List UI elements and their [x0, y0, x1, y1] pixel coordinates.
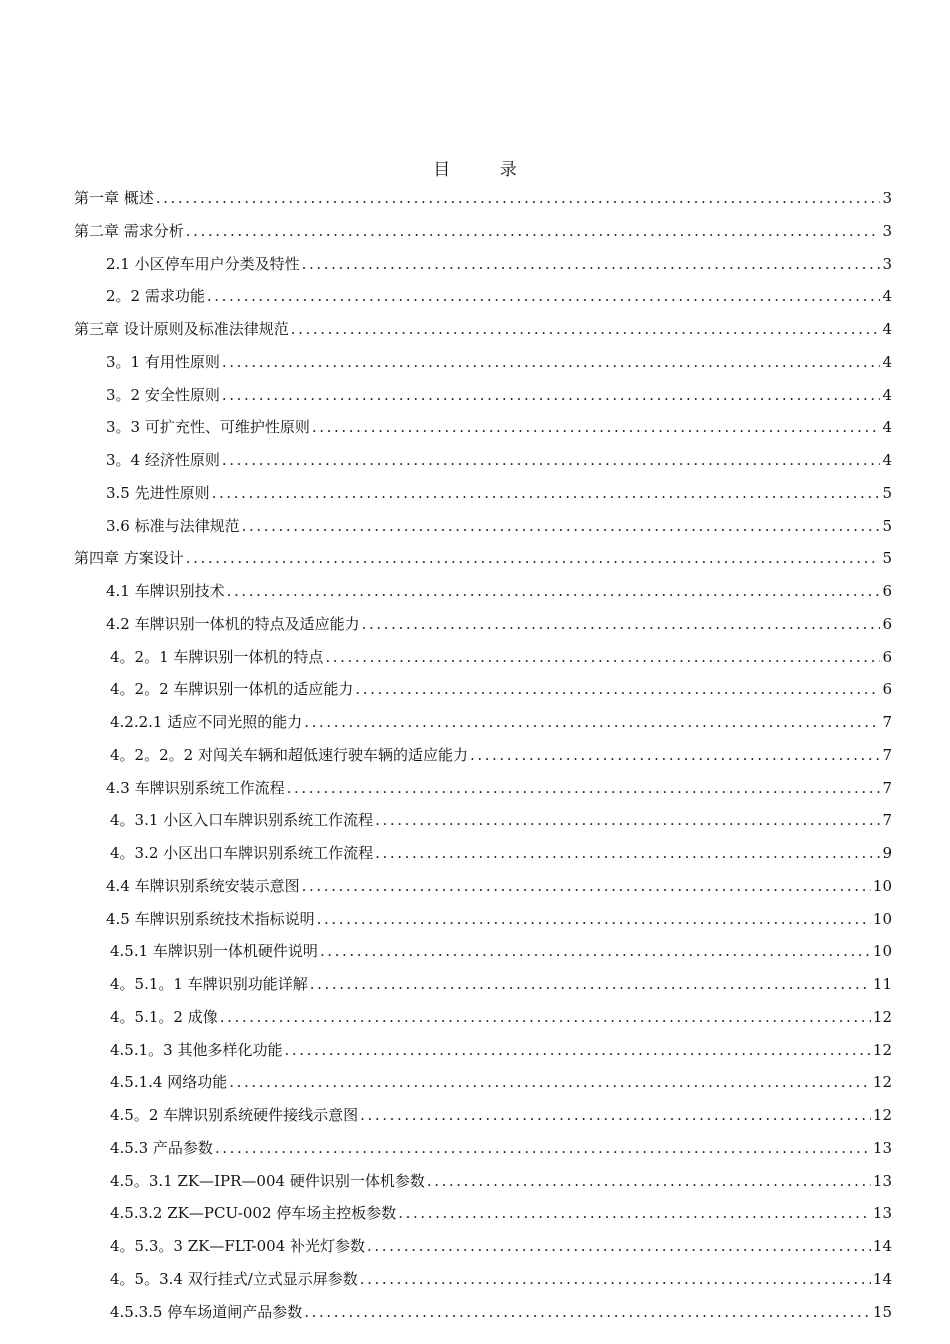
toc-entry-page-number: 7 — [882, 713, 892, 731]
toc-entry-label: 4。3.2 小区出口车牌识别系统工作流程 — [110, 844, 374, 862]
toc-entry[interactable] — [74, 379, 892, 412]
toc-leader-dots — [156, 182, 880, 215]
toc-leader-dots — [207, 280, 880, 313]
toc-leader-dots — [360, 1263, 871, 1296]
toc-entry[interactable] — [74, 411, 892, 444]
toc-entry[interactable] — [74, 903, 892, 936]
toc-entry-label: 4。5。3.4 双行挂式/立式显示屏参数 — [110, 1269, 358, 1288]
toc-entry[interactable] — [74, 346, 892, 379]
toc-entry[interactable] — [74, 739, 892, 772]
toc-leader-dots — [222, 379, 880, 412]
toc-entry-page-number: 13 — [872, 1138, 892, 1157]
toc-leader-dots — [242, 510, 880, 543]
toc-entry[interactable] — [74, 1296, 892, 1329]
toc-leader-dots — [375, 804, 880, 837]
toc-entry-label: 4。3.1 小区入口车牌识别系统工作流程 — [110, 811, 374, 830]
toc-entry-page-number: 11 — [872, 975, 892, 993]
toc-leader-dots — [312, 411, 880, 444]
toc-entry-page-number: 3 — [882, 254, 892, 273]
toc-entry[interactable] — [74, 1165, 892, 1198]
toc-entry[interactable] — [74, 313, 892, 346]
toc-entry-page-number: 3 — [882, 189, 892, 207]
toc-entry-page-number: 5 — [882, 549, 892, 568]
toc-entry-label: 4.5.1。3 其他多样化功能 — [110, 1040, 283, 1059]
toc-leader-dots — [220, 1001, 871, 1034]
toc-entry[interactable] — [74, 772, 892, 805]
toc-leader-dots — [310, 968, 871, 1001]
toc-title: 目 录 — [433, 160, 539, 180]
toc-entry[interactable] — [74, 968, 892, 1001]
toc-entry-label: 第二章 需求分析 — [74, 221, 184, 240]
toc-leader-dots — [320, 935, 871, 968]
toc-entry[interactable] — [74, 477, 892, 510]
toc-leader-dots — [302, 870, 871, 903]
toc-entry-label: 4。5.3。3 ZK—FLT-004 补光灯参数 — [110, 1237, 366, 1255]
toc-entry-label: 3.5 先进性原则 — [106, 483, 210, 502]
toc-leader-dots — [317, 903, 871, 936]
toc-entry-label: 4.2 车牌识别一体机的特点及适应能力 — [106, 614, 360, 633]
toc-entry-page-number: 10 — [872, 942, 892, 961]
toc-entry-label: 4。5.1。2 成像 — [110, 1007, 218, 1026]
toc-leader-dots — [284, 1034, 870, 1067]
toc-leader-dots — [229, 1066, 871, 1099]
toc-entry[interactable] — [74, 1132, 892, 1165]
toc-leader-dots — [222, 444, 880, 477]
toc-entry[interactable] — [74, 1263, 892, 1296]
toc-leader-dots — [362, 608, 880, 641]
toc-leader-dots — [186, 542, 880, 575]
toc-list — [74, 182, 892, 1328]
toc-entry[interactable] — [74, 280, 892, 313]
toc-leader-dots — [398, 1197, 871, 1230]
toc-entry[interactable] — [74, 1197, 892, 1230]
toc-entry-page-number: 3 — [882, 221, 892, 240]
toc-entry-page-number: 4 — [882, 352, 892, 371]
toc-entry-label: 4.5.1.4 网络功能 — [110, 1073, 228, 1092]
toc-entry-label: 4.5.3.5 停车场道闸产品参数 — [110, 1302, 303, 1321]
toc-entry-label: 4.2.2.1 适应不同光照的能力 — [110, 713, 303, 731]
toc-entry-label: 3。2 安全性原则 — [106, 385, 220, 404]
toc-entry[interactable] — [74, 510, 892, 543]
toc-entry-page-number: 13 — [872, 1171, 892, 1190]
toc-entry-page-number: 14 — [872, 1269, 892, 1288]
toc-entry-page-number: 12 — [872, 1106, 892, 1124]
toc-leader-dots — [186, 215, 880, 248]
toc-entry-page-number: 7 — [882, 811, 892, 830]
toc-entry-label: 4.5.1 车牌识别一体机硬件说明 — [110, 942, 318, 961]
toc-entry[interactable] — [74, 641, 892, 674]
toc-entry[interactable] — [74, 870, 892, 903]
toc-entry-page-number: 7 — [882, 778, 892, 797]
toc-entry-page-number: 12 — [872, 1007, 892, 1026]
toc-entry-page-number: 10 — [872, 876, 892, 895]
toc-leader-dots — [355, 673, 880, 706]
toc-entry[interactable] — [74, 182, 892, 215]
toc-entry[interactable] — [74, 1001, 892, 1034]
toc-entry-page-number: 4 — [882, 320, 892, 338]
toc-entry-page-number: 6 — [882, 614, 892, 633]
toc-entry-label: 4。2。2 车牌识别一体机的适应能力 — [110, 680, 354, 699]
toc-entry-label: 4.1 车牌识别技术 — [106, 582, 225, 600]
toc-entry-page-number: 12 — [872, 1040, 892, 1059]
toc-leader-dots — [227, 575, 880, 608]
toc-entry-label: 2。2 需求功能 — [106, 287, 205, 306]
toc-leader-dots — [222, 346, 880, 379]
toc-entry[interactable] — [74, 1230, 892, 1263]
toc-entry-page-number: 6 — [882, 582, 892, 600]
toc-entry[interactable] — [74, 248, 892, 281]
toc-leader-dots — [291, 313, 880, 346]
toc-entry-label: 3.6 标准与法律规范 — [106, 516, 240, 535]
toc-entry-page-number: 12 — [872, 1073, 892, 1092]
toc-entry-label: 4.5 车牌识别系统技术指标说明 — [106, 909, 315, 928]
toc-entry[interactable] — [74, 542, 892, 575]
toc-leader-dots — [427, 1165, 871, 1198]
toc-entry-label: 4.5。2 车牌识别系统硬件接线示意图 — [110, 1106, 359, 1124]
toc-entry-page-number: 4 — [882, 287, 892, 306]
toc-entry-page-number: 13 — [872, 1204, 892, 1223]
toc-entry[interactable] — [74, 804, 892, 837]
toc-entry-label: 4.3 车牌识别系统工作流程 — [106, 778, 285, 797]
toc-entry[interactable] — [74, 608, 892, 641]
toc-entry-page-number: 9 — [882, 844, 892, 862]
toc-entry-page-number: 10 — [872, 909, 892, 928]
toc-entry-label: 第一章 概述 — [74, 189, 154, 207]
toc-entry[interactable] — [74, 1066, 892, 1099]
toc-entry-label: 4.5。3.1 ZK—IPR—004 硬件识别一体机参数 — [110, 1171, 425, 1190]
toc-leader-dots — [375, 837, 880, 870]
toc-entry[interactable] — [74, 837, 892, 870]
toc-entry[interactable] — [74, 215, 892, 248]
toc-leader-dots — [304, 1296, 871, 1329]
toc-entry-page-number: 14 — [872, 1237, 892, 1255]
toc-leader-dots — [367, 1230, 871, 1263]
toc-entry-label: 2.1 小区停车用户分类及特性 — [106, 254, 300, 273]
toc-entry-label: 4。2。1 车牌识别一体机的特点 — [110, 647, 324, 666]
toc-entry-label: 第三章 设计原则及标准法律规范 — [74, 320, 289, 338]
toc-entry[interactable] — [74, 673, 892, 706]
toc-entry-page-number: 5 — [882, 516, 892, 535]
toc-leader-dots — [360, 1099, 871, 1132]
toc-entry-page-number: 5 — [882, 483, 892, 502]
toc-entry-page-number: 6 — [882, 647, 892, 666]
toc-entry-label: 3。3 可扩充性、可维护性原则 — [106, 418, 310, 437]
toc-entry-label: 第四章 方案设计 — [74, 549, 184, 568]
toc-entry-label: 4。5.1。1 车牌识别功能详解 — [110, 975, 308, 993]
toc-entry[interactable] — [74, 575, 892, 608]
toc-entry[interactable] — [74, 935, 892, 968]
toc-leader-dots — [470, 739, 880, 772]
toc-entry[interactable] — [74, 1034, 892, 1067]
toc-leader-dots — [212, 477, 880, 510]
toc-leader-dots — [215, 1132, 871, 1165]
toc-entry-page-number: 15 — [872, 1302, 892, 1321]
toc-leader-dots — [325, 641, 880, 674]
toc-entry-label: 3。1 有用性原则 — [106, 352, 220, 371]
toc-entry-page-number: 4 — [882, 451, 892, 469]
toc-entry-label: 4.5.3.2 ZK—PCU-002 停车场主控板参数 — [110, 1204, 397, 1223]
toc-entry-page-number: 4 — [882, 418, 892, 437]
toc-entry-label: 4.4 车牌识别系统安装示意图 — [106, 876, 300, 895]
toc-entry-page-number: 7 — [882, 745, 892, 764]
toc-leader-dots — [287, 772, 880, 805]
toc-entry[interactable] — [74, 444, 892, 477]
toc-entry-page-number: 6 — [882, 680, 892, 699]
toc-entry[interactable] — [74, 1099, 892, 1132]
toc-entry-label: 3。4 经济性原则 — [106, 451, 220, 469]
toc-entry-page-number: 4 — [882, 385, 892, 404]
toc-leader-dots — [302, 248, 880, 281]
toc-entry-label: 4。2。2。2 对闯关车辆和超低速行驶车辆的适应能力 — [110, 745, 468, 764]
toc-leader-dots — [304, 706, 880, 739]
toc-entry[interactable] — [74, 706, 892, 739]
toc-entry-label: 4.5.3 产品参数 — [110, 1138, 213, 1157]
